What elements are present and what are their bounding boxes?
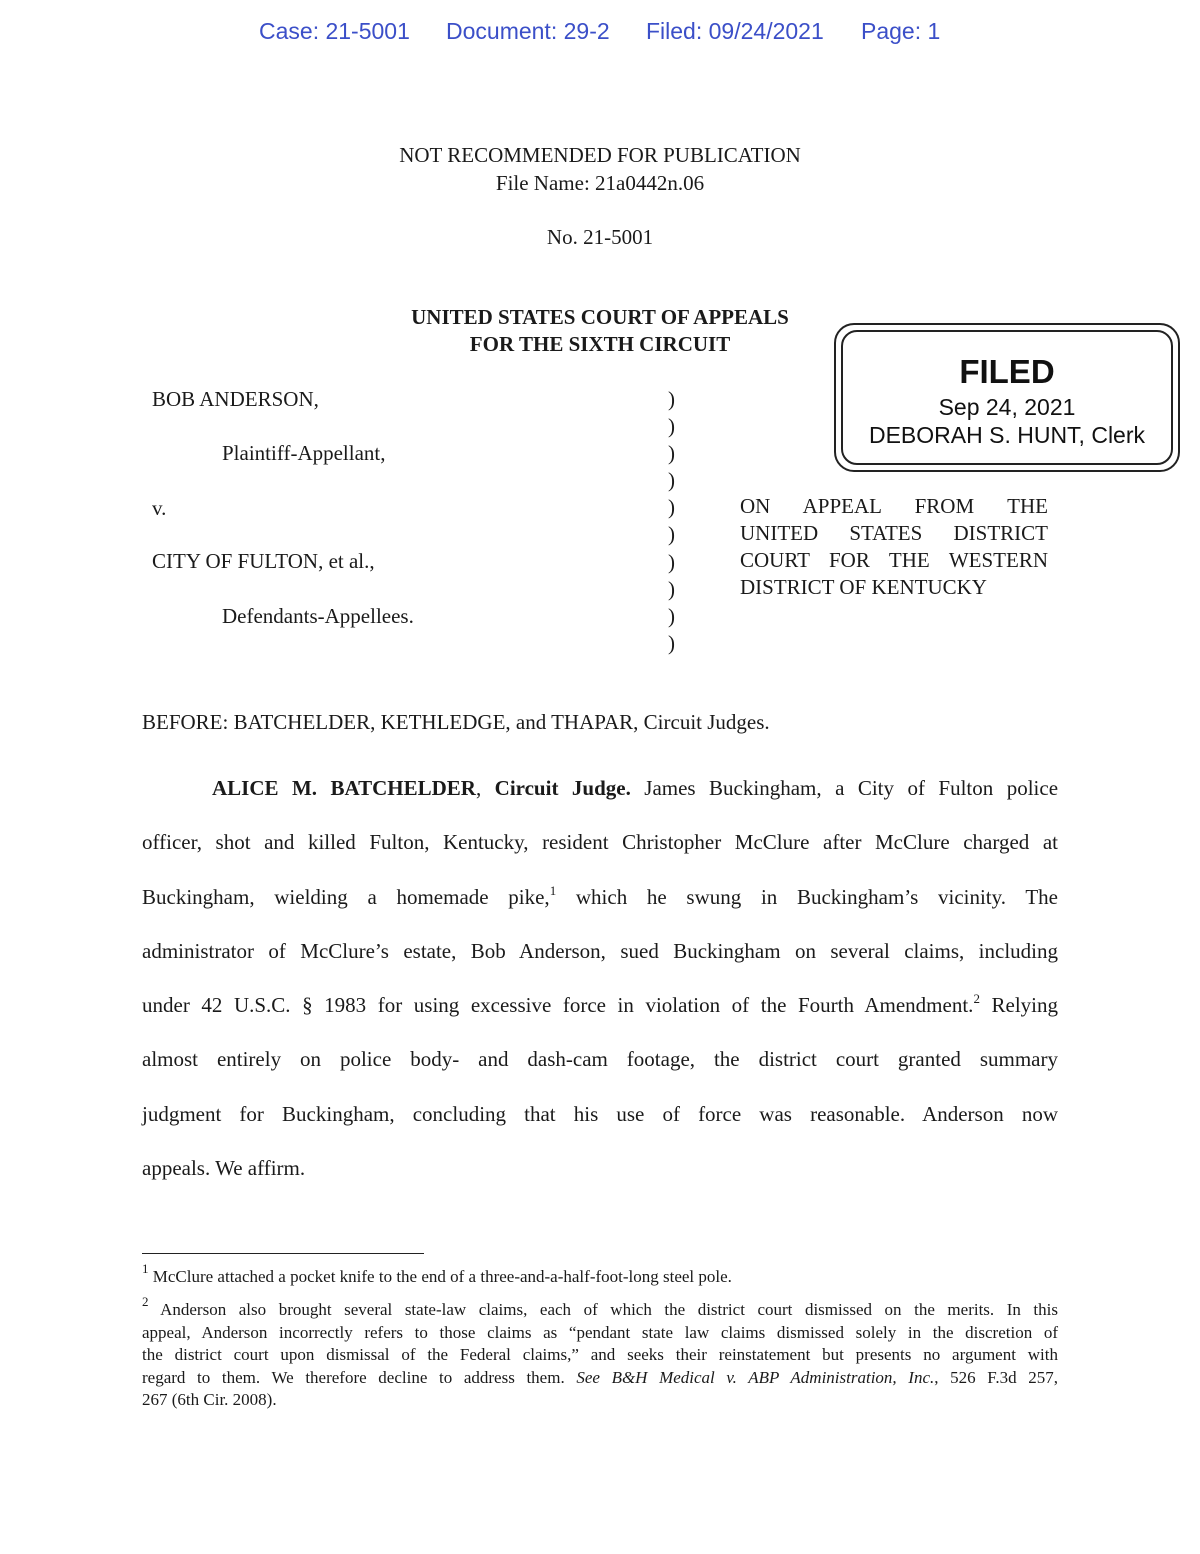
- appeal-line: DISTRICT OF KENTUCKY: [740, 575, 987, 599]
- file-name: File Name: 21a0442n.06: [495, 171, 705, 195]
- footnote-line: [142, 1294, 1058, 1322]
- footnote-line: [142, 1261, 1058, 1289]
- case-citation: See B&H Medical v. ABP Administration, Inc.: [576, 1367, 935, 1387]
- opinion-text: which he swung in Buckingham’s vicinity. The: [556, 884, 1058, 909]
- footnote-2-text: regard to them. We therefore decline to address them.: [142, 1367, 577, 1387]
- opinion-line: officer, shot and killed Fulton, Kentucky, resident Christopher McClure after McClure charged at: [142, 830, 1058, 855]
- opinion-author-sep: ,: [475, 776, 495, 800]
- footnote-1: [142, 1261, 1058, 1289]
- opinion-line: judgment for Buckingham, concluding that his use of force was reasonable. Anderson now: [142, 1101, 1058, 1126]
- footnote-2-text: Anderson also brought several state-law claims, each of which the district court dismissed on the merits. In this: [148, 1300, 1058, 1319]
- footnote-1-number: 1: [142, 1261, 149, 1276]
- appeal-line: COURT FOR THE WESTERN: [740, 548, 1048, 572]
- caption-paren: ): [668, 495, 675, 520]
- plaintiff-name: BOB ANDERSON,: [152, 387, 319, 411]
- appeal-origin: [740, 493, 1048, 601]
- opinion-text: Relying: [979, 993, 1058, 1018]
- opinion-author-title: Circuit Judge.: [494, 776, 631, 800]
- caption-paren: ): [668, 387, 675, 411]
- caption-paren-column: [668, 386, 675, 657]
- footnote-line: [142, 1367, 1058, 1390]
- caption-paren: ): [668, 549, 675, 574]
- opinion-line: [142, 761, 1058, 815]
- filed-stamp: [834, 323, 1180, 472]
- panel-line: BEFORE: BATCHELDER, KETHLEDGE, and THAPAR, Circuit Judges.: [142, 710, 770, 734]
- case-number: Case: 21-5001: [259, 18, 410, 44]
- defendant-name: CITY OF FULTON, et al.,: [152, 549, 375, 573]
- opinion-line: administrator of McClure’s estate, Bob Anderson, sued Buckingham on several claims, including: [142, 938, 1058, 963]
- caption-paren: ): [668, 522, 675, 547]
- opinion-text: under 42 U.S.C. § 1983 for using excessive force in violation of the Fourth Amendment.: [142, 993, 974, 1018]
- footnote-2: [142, 1294, 1059, 1412]
- footnote-line: 267 (6th Cir. 2008).: [142, 1390, 277, 1410]
- footnote-line: appeal, Anderson incorrectly refers to those claims as “pendant state law claims dismissed solely in the discretion of: [142, 1322, 1058, 1342]
- plaintiff-role: Plaintiff-Appellant,: [222, 441, 386, 465]
- footnote-1-text: McClure attached a pocket knife to the end of a three-and-a-half-foot-long steel pole.: [148, 1267, 732, 1286]
- stamp-clerk: DEBORAH S. HUNT, Clerk: [868, 422, 1146, 448]
- defendant-role: Defendants-Appellees.: [222, 604, 414, 628]
- caption-paren: ): [668, 576, 675, 601]
- filed-date: Filed: 09/24/2021: [646, 18, 824, 44]
- opinion-line: [142, 978, 1058, 1032]
- caption-paren: ): [668, 414, 675, 439]
- appeal-line: ON APPEAL FROM THE: [740, 494, 1048, 518]
- opinion-text: Buckingham, wielding a homemade pike,: [142, 884, 550, 909]
- opinion-text: James Buckingham, a City of Fulton police: [644, 776, 1059, 800]
- footnote-divider: [142, 1253, 424, 1254]
- versus: v.: [152, 496, 167, 520]
- caption-paren: ): [668, 441, 675, 466]
- footnote-line: the district court upon dismissal of the Federal claims,” and seeks their reinstatement but presents no argument with: [142, 1345, 1058, 1365]
- ecf-header: [0, 18, 1200, 54]
- court-name-line2: FOR THE SIXTH CIRCUIT: [469, 332, 731, 356]
- opinion-author: ALICE M. BATCHELDER: [212, 776, 476, 800]
- opinion-line: appeals. We affirm.: [142, 1156, 306, 1181]
- stamp-date: Sep 24, 2021: [938, 394, 1076, 420]
- document-number: Document: 29-2: [446, 18, 610, 44]
- stamp-title: FILED: [959, 353, 1055, 390]
- opinion-line: [142, 870, 1058, 924]
- docket-number: No. 21-5001: [546, 225, 654, 249]
- appeal-line: UNITED STATES DISTRICT: [740, 521, 1048, 545]
- footnote-2-number: 2: [142, 1294, 149, 1309]
- court-name-line1: UNITED STATES COURT OF APPEALS: [411, 305, 789, 329]
- footnote-2-text: , 526 F.3d 257,: [934, 1367, 1059, 1387]
- caption-paren: ): [668, 468, 675, 493]
- opinion-line: almost entirely on police body- and dash-cam footage, the district court granted summary: [142, 1047, 1058, 1072]
- caption-paren: ): [668, 630, 675, 655]
- footnote-ref-2[interactable]: 2: [973, 991, 980, 1007]
- page-number: Page: 1: [861, 18, 941, 44]
- footnote-ref-1[interactable]: 1: [549, 882, 557, 898]
- opinion-paragraph: [142, 761, 1058, 1195]
- caption-paren: ): [668, 603, 675, 628]
- publication-notice: NOT RECOMMENDED FOR PUBLICATION: [399, 143, 801, 167]
